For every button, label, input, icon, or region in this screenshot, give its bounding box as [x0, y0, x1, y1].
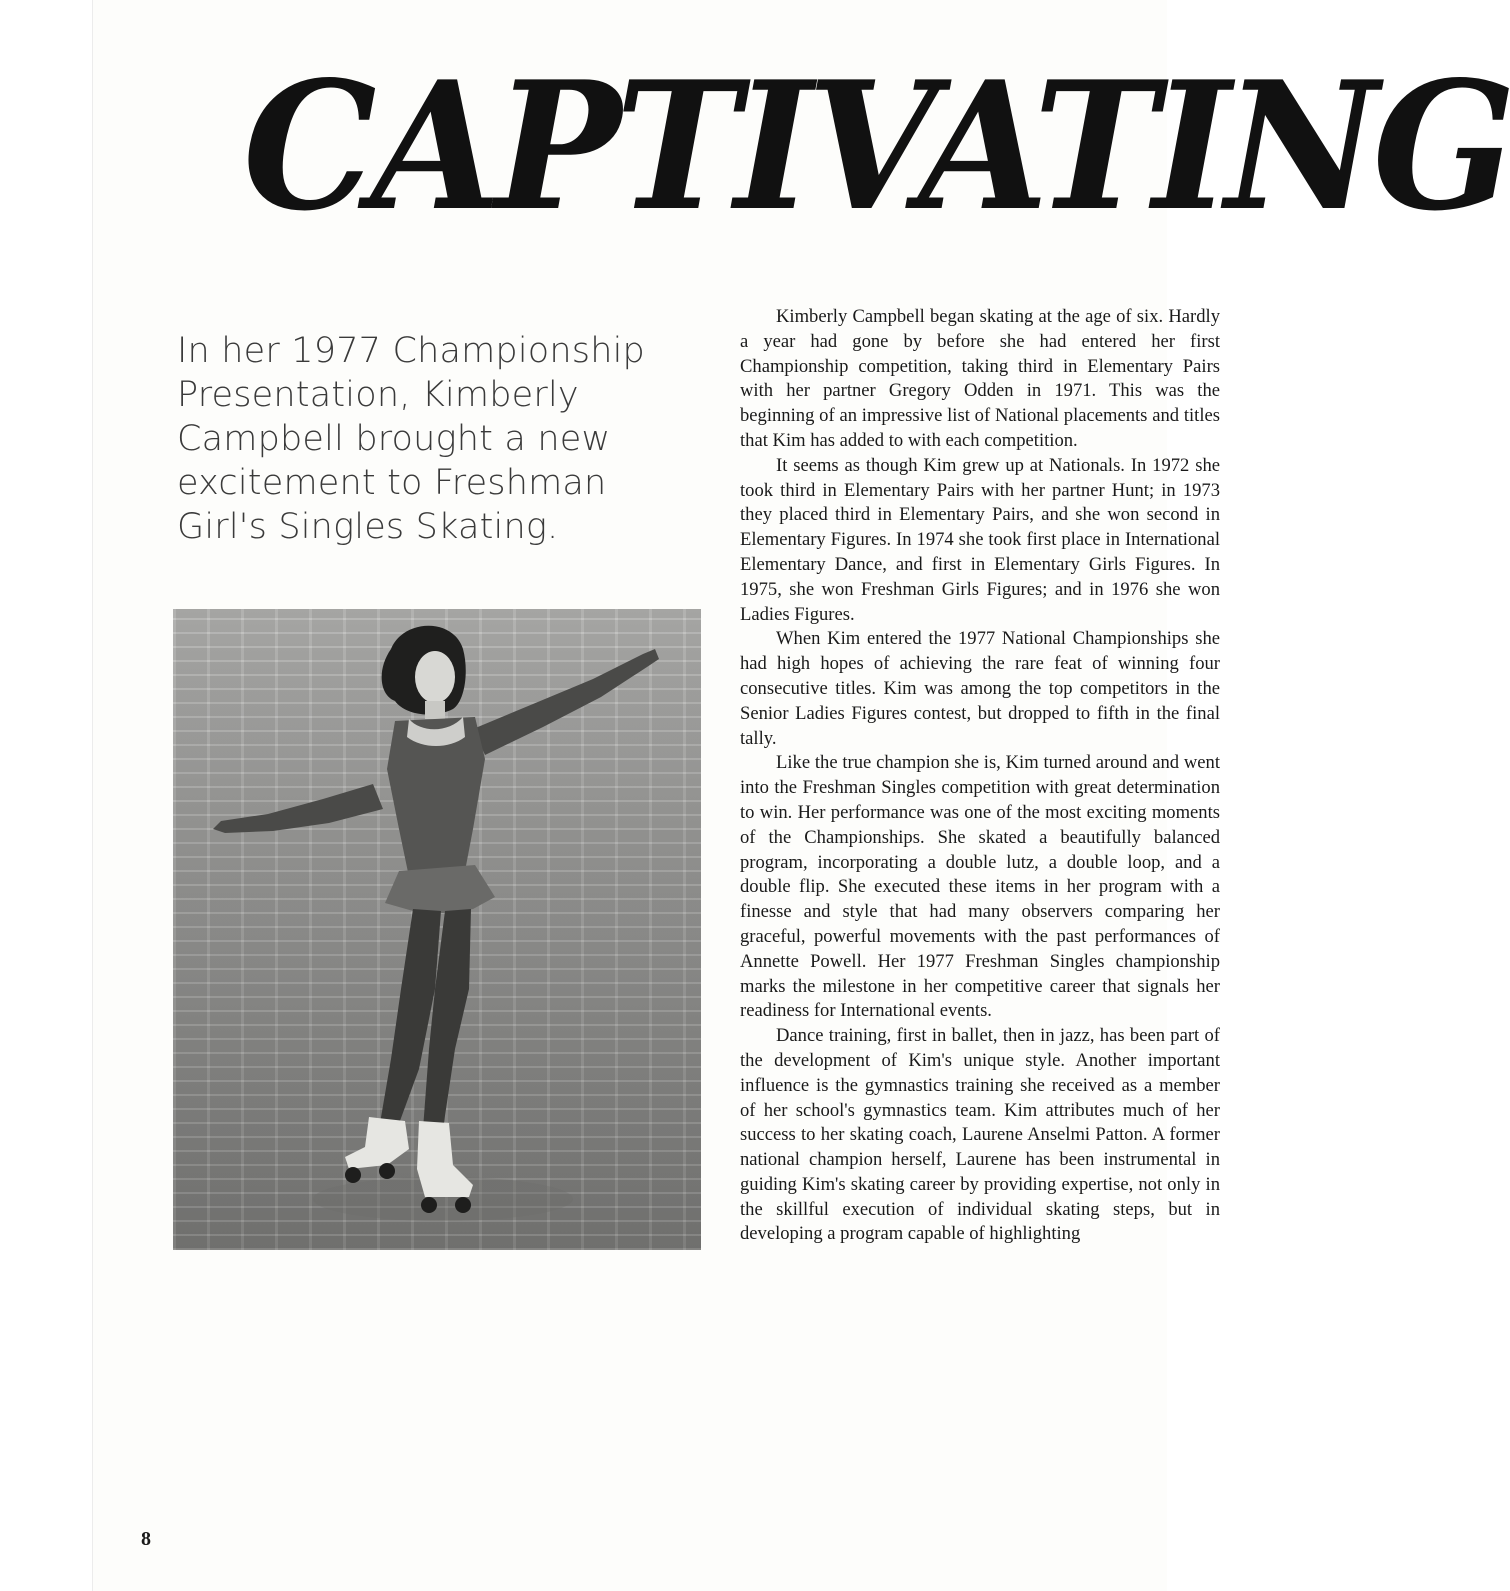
deck-text: In her 1977 Championship Presentation, Kimberly Campbell brought a new excitement to Freshman Girl's Singles Skating.	[177, 331, 645, 547]
body-paragraph-3: When Kim entered the 1977 National Championships she had high hopes of achieving the rare feat of winning four consecutive titles. Kim was among the top competitors in the Senior Ladies Figures contest, but dropped to fifth in the final tally.	[740, 628, 1220, 749]
page-margin-edge	[0, 0, 93, 1591]
body-paragraph-1: Kimberly Campbell began skating at the age of six. Hardly a year had gone by before she had entered her first Championship competition, taking third in Elementary Pairs with her partner Gregory Odden in 1971. This was the beginning of an impressive list of National placements and titles that Kim has added to with each competition.	[740, 306, 1220, 451]
headline: CAPTIVATING	[243, 42, 1510, 250]
skater-figure-illustration	[173, 609, 701, 1250]
page-number: 8	[141, 1528, 151, 1550]
body-paragraph-2: It seems as though Kim grew up at Nationals. In 1972 she took third in Elementary Pairs with her partner Hunt; in 1973 they placed third in Elementary Pairs, and she won second in Elementary Figures. In 1974 she took first place in International Elementary Dance, and first in Elementary Girls Figures. In 1975, she won Freshman Girls Figures; and in 1976 she won Ladies Figures.	[740, 454, 1220, 625]
roller-skater-photo	[173, 609, 701, 1250]
body-paragraph-5: Dance training, first in ballet, then in jazz, has been part of the development of Kim's unique style. Another important influence is the gymnastics training she received as a member of her school's gymnastics team. Kim attributes much of her success to her skating coach, Laurene Anselmi Patton. A former national champion herself, Laurene has been instrumental in guiding Kim's skating career by providing expertise, not only in the skillful execution of individual skating steps, but in developing a program capable of highlighting	[740, 1025, 1220, 1245]
body-paragraph-4: Like the true champion she is, Kim turned around and went into the Freshman Singles competition with great determination to win. Her performance was one of the most exciting moments of the Championships. She skated a beautifully balanced program, incorporating a double lutz, a double loop, and a double flip. She executed these items in her program with a finesse and style that had many observers comparing her graceful, powerful movements with the past performances of Annette Powell. Her 1977 Freshman Singles championship marks the milestone in her competitive career that signals her readiness for International events.	[740, 752, 1220, 1022]
article-body	[740, 305, 1220, 1247]
